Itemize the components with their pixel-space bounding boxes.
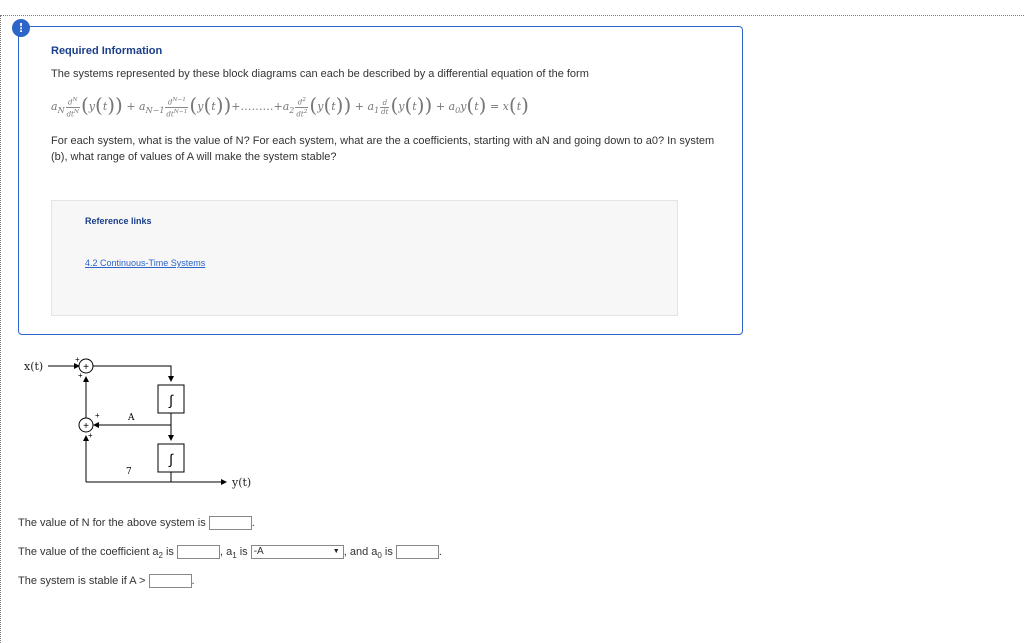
q2-a0-sub: 0 [377, 551, 382, 561]
gain-7-label: 7 [126, 467, 132, 477]
q2-a1-prefix: , a [219, 545, 233, 558]
q2-a1-is: is [236, 545, 248, 558]
output-label: y(t) [232, 476, 252, 489]
question-stability-text: The system is stable if A > [18, 574, 146, 587]
q2-a2-is: is [162, 545, 174, 558]
q2-suffix: . [438, 545, 442, 558]
integrator-2-symbol: ∫ [169, 451, 173, 467]
sum-top-sign-input: + [75, 355, 80, 364]
sum-bottom-sign-7: + [88, 431, 93, 440]
q2-prefix: The value of the coefficient a [18, 545, 159, 558]
chevron-down-icon: ▼ [332, 548, 340, 555]
question-N [18, 516, 255, 530]
info-intro: The systems represented by these block diagrams can each be described by a differential equation of the form [51, 68, 589, 80]
q2-a0-prefix: , and a [343, 545, 378, 558]
integrator-1-symbol: ∫ [169, 392, 173, 408]
q2-a1-sub: 1 [232, 551, 237, 561]
gain-A-label: A [128, 413, 135, 423]
q2-a0-is: is [381, 545, 393, 558]
info-title: Required Information [51, 45, 163, 57]
answer-a1-select[interactable] [251, 545, 344, 559]
answer-N-input[interactable] [209, 516, 252, 530]
sum-top-sign-feedback: + [78, 371, 83, 380]
question-coefficients [18, 545, 442, 560]
block-diagram [18, 345, 278, 495]
page-left-border [0, 15, 1, 643]
question-N-suffix: . [251, 516, 255, 529]
sum-bottom-sign-A: + [95, 411, 100, 420]
answer-a0-input[interactable] [396, 545, 439, 559]
required-information-panel [18, 26, 743, 335]
answer-stability-input[interactable] [149, 574, 192, 588]
differential-equation: $a_N$ $\frac{d^N}{dt^N}$ $(y(t)) + a_{N-1}$ $\frac{d^{N-1}}{dt^{N-1}}$ $(y(t))+\dots\dots\dots+a_2$ $\frac{d^2}{dt^2}$ $(y(t)) + a_1$ $\frac{d}{dt}$ $(y(t)) + a_0y(t) = x(t)$ [51, 93, 529, 118]
question-stability-suffix: . [191, 574, 195, 587]
question-N-text: The value of N for the above system is [18, 516, 206, 529]
info-question: For each system, what is the value of N? For each system, what are the a coefficients, starting with aN and going down to a0? In system (b), what range of values of A will make the system stable? [51, 135, 715, 163]
answer-a2-input[interactable] [177, 545, 220, 559]
page-top-border [0, 15, 1024, 16]
reference-title: Reference links [85, 216, 152, 226]
question-stability [18, 574, 195, 588]
alert-icon: ! [12, 19, 30, 37]
reference-link-continuous-time[interactable]: 4.2 Continuous-Time Systems [85, 258, 206, 268]
input-label: x(t) [24, 360, 44, 373]
sum-top-symbol: + [83, 362, 89, 373]
reference-links-box [51, 200, 678, 316]
q2-a2-sub: 2 [158, 551, 163, 561]
sum-bottom-symbol: + [83, 421, 89, 432]
path-to-integrator-1 [93, 366, 171, 381]
answer-a1-selected-value: -A [253, 546, 264, 557]
